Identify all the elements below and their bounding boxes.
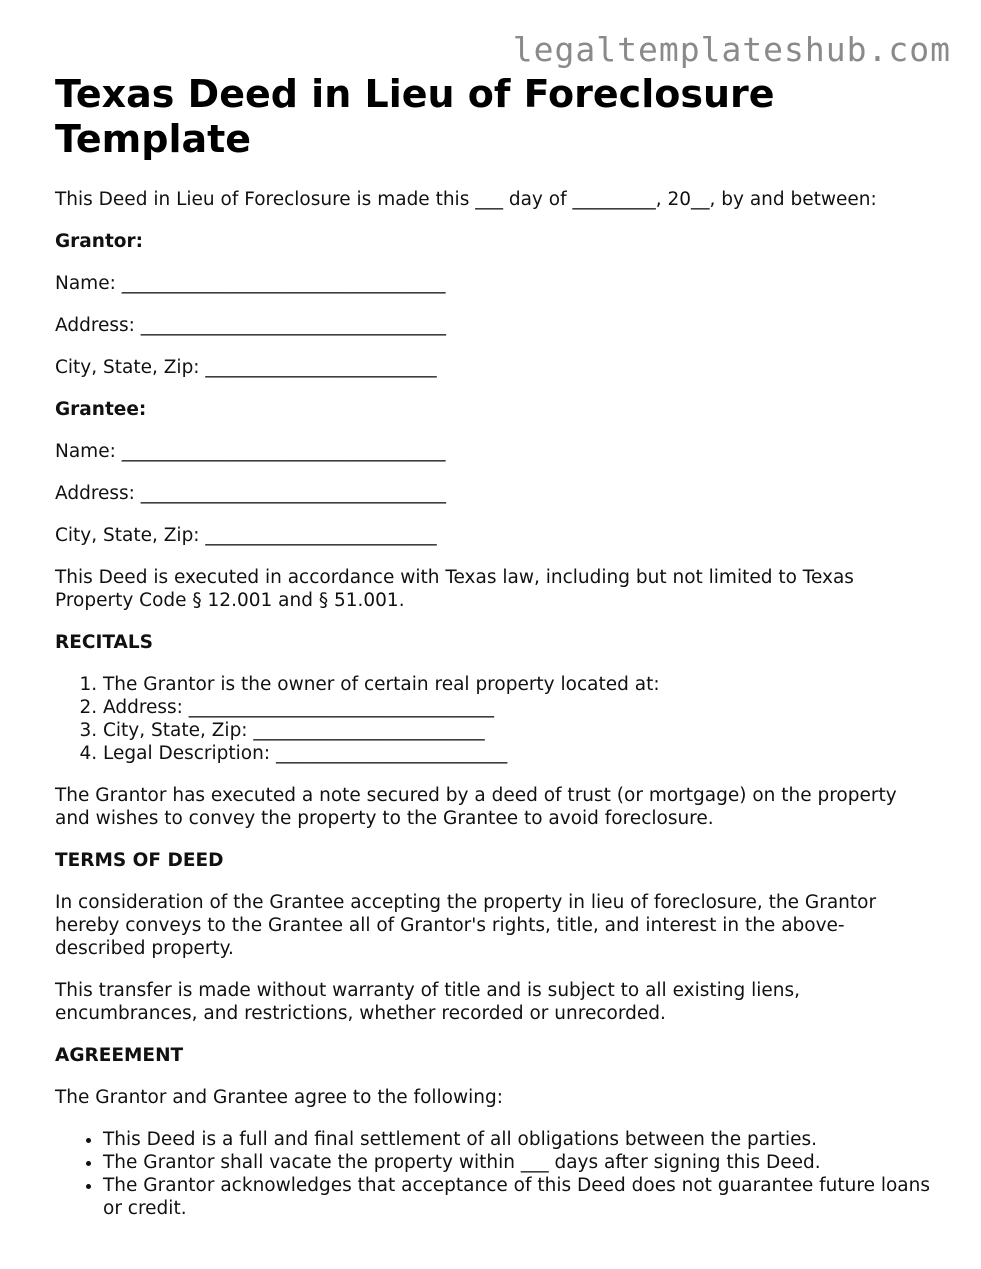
- page-title: Texas Deed in Lieu of Foreclosure Template: [55, 72, 775, 161]
- list-item: • The Grantor shall vacate the property within ___ days after signing this Deed.: [103, 1151, 935, 1174]
- grantee-name-field: Name: ___________________________________: [55, 441, 446, 462]
- list-item: 4. Legal Description: _________________________: [103, 742, 935, 765]
- list-item: 1. The Grantor is the owner of certain real property located at:: [103, 673, 935, 696]
- recitals-heading: RECITALS: [55, 632, 153, 653]
- watermark: legaltemplateshub.com: [512, 30, 951, 69]
- recitals-paragraph: The Grantor has executed a note secured by a deed of trust (or mortgage) on the property and wishes to convey the property to the Grantee to avoid foreclosure.: [55, 785, 897, 829]
- agreement-heading: AGREEMENT: [55, 1045, 184, 1066]
- agreement-list: [55, 1128, 935, 1220]
- grantor-address-field: Address: _________________________________: [55, 315, 447, 336]
- list-item: 3. City, State, Zip: _________________________: [103, 719, 935, 742]
- recitals-list: [55, 673, 935, 765]
- law-statement: This Deed is executed in accordance with Texas law, including but not limited to Texas Property Code § 12.001 and § 51.001.: [55, 567, 854, 611]
- list-item: • The Grantor acknowledges that acceptance of this Deed does not guarantee future loans or credit.: [103, 1174, 935, 1220]
- grantor-city-field: City, State, Zip: _________________________: [55, 357, 437, 378]
- list-item: 2. Address: _________________________________: [103, 696, 935, 719]
- terms-heading: TERMS OF DEED: [55, 850, 224, 871]
- terms-paragraph-1: In consideration of the Grantee accepting the property in lieu of foreclosure, the Grantor hereby conveys to the Grantee all of Grantor's rights, title, and interest in the above-described property.: [55, 892, 877, 959]
- terms-paragraph-2: This transfer is made without warranty of title and is subject to all existing liens, encumbrances, and restrictions, whether recorded or unrecorded.: [55, 980, 800, 1024]
- grantee-address-field: Address: _________________________________: [55, 483, 447, 504]
- intro-paragraph: This Deed in Lieu of Foreclosure is made this ___ day of _________, 20__, by and between:: [55, 189, 877, 210]
- document-page: [55, 72, 935, 1239]
- grantee-heading: Grantee:: [55, 399, 147, 420]
- list-item: • This Deed is a full and final settlement of all obligations between the parties.: [103, 1128, 935, 1151]
- grantor-heading: Grantor:: [55, 231, 144, 252]
- agreement-intro: The Grantor and Grantee agree to the following:: [55, 1087, 503, 1108]
- grantor-name-field: Name: ___________________________________: [55, 273, 446, 294]
- grantee-city-field: City, State, Zip: _________________________: [55, 525, 437, 546]
